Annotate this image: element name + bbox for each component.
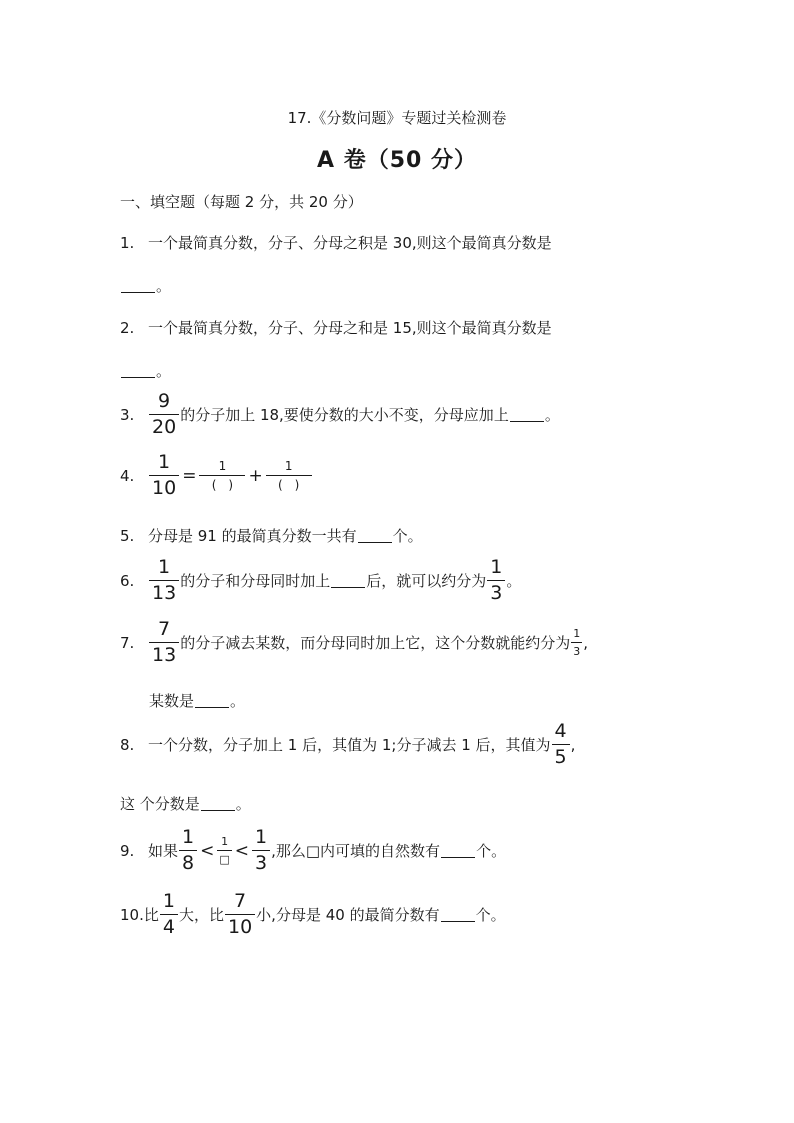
question-text: 。 <box>230 692 246 710</box>
question-5 <box>120 525 423 546</box>
fraction <box>225 892 255 937</box>
fraction <box>571 628 582 657</box>
question-text: 一个最简真分数，分子、分母之积是 30,则这个最简真分数是 <box>148 234 552 252</box>
fraction-bar <box>266 475 312 476</box>
question-text: 。 <box>156 362 172 380</box>
equals-sign: = <box>182 465 197 486</box>
part-title: 一、填空题（每题 2 分，共 20 分） <box>120 193 363 211</box>
fraction <box>149 392 179 437</box>
question-1 <box>120 232 552 253</box>
question-number: 5. <box>120 526 135 545</box>
question-text: 。 <box>235 795 251 813</box>
fraction-bar <box>149 414 179 415</box>
denominator-blank[interactable]: ( ) <box>211 478 234 492</box>
question-number: 4. <box>120 466 135 485</box>
numerator: 7 <box>158 618 171 640</box>
numerator: 9 <box>158 390 171 412</box>
numerator: 1 <box>490 556 503 578</box>
fraction-bar <box>199 475 245 476</box>
question-text: 一个最简真分数，分子、分母之和是 15,则这个最简真分数是 <box>148 319 552 337</box>
answer-blank[interactable] <box>441 907 475 922</box>
fraction-bar <box>252 850 270 851</box>
question-text: 比 <box>143 906 159 924</box>
question-number: 9. <box>120 841 135 860</box>
question-number: 2. <box>120 318 135 337</box>
fraction-bar <box>149 642 179 643</box>
question-6 <box>120 558 521 603</box>
denominator-blank[interactable]: ( ) <box>278 478 300 492</box>
answer-blank[interactable] <box>121 278 155 293</box>
fraction <box>487 558 505 603</box>
question-text: 个。 <box>476 842 507 860</box>
question-number: 7. <box>120 633 135 652</box>
less-than-sign: < <box>200 840 215 861</box>
denominator: 5 <box>554 746 567 768</box>
numerator: 4 <box>554 720 567 742</box>
denominator: 3 <box>573 645 581 658</box>
denominator: 4 <box>162 916 175 938</box>
fraction <box>552 722 570 767</box>
answer-blank[interactable] <box>331 573 365 588</box>
fraction-bar <box>149 475 179 476</box>
question-number: 3. <box>120 405 135 424</box>
denominator: 3 <box>490 582 503 604</box>
question-text: 如果 <box>148 842 179 860</box>
numerator: 7 <box>234 890 247 912</box>
question-3 <box>120 392 560 437</box>
question-7-cont <box>149 690 245 711</box>
numerator: 1 <box>221 835 229 848</box>
denominator: 10 <box>227 916 253 938</box>
section-title: A 卷（50 分） <box>317 148 477 173</box>
question-text: , <box>583 633 588 652</box>
question-text: 大，比 <box>178 906 224 924</box>
document-title: 17.《分数问题》专题过关检测卷 <box>287 109 507 127</box>
denominator: 10 <box>152 477 177 499</box>
question-10 <box>120 892 506 937</box>
question-text: 分母是 91 的最简真分数一共有 <box>148 527 357 545</box>
fraction <box>179 828 197 873</box>
fraction-bar <box>179 850 197 851</box>
question-number: 6. <box>120 571 135 590</box>
fraction <box>149 620 179 665</box>
numerator: 1 <box>573 627 581 640</box>
numerator: 1 <box>218 459 227 473</box>
question-text: 的分子减去某数，而分母同时加上它，这个分数就能约分为 <box>180 634 571 652</box>
denominator: 3 <box>255 852 268 874</box>
numerator: 1 <box>284 459 293 473</box>
denominator-box[interactable]: □ <box>219 853 230 866</box>
fraction-bar <box>225 914 255 915</box>
fraction-blank[interactable] <box>266 460 312 491</box>
fraction-bar <box>552 744 570 745</box>
numerator: 1 <box>182 826 195 848</box>
question-text: 个。 <box>392 527 423 545</box>
fraction-bar <box>487 580 505 581</box>
numerator: 1 <box>158 556 171 578</box>
question-2-cont <box>120 360 171 381</box>
question-text: 。 <box>156 277 172 295</box>
question-text: 小,分母是 40 的最简分数有 <box>256 906 440 924</box>
question-8-cont <box>120 793 251 814</box>
fraction <box>160 892 178 937</box>
answer-blank[interactable] <box>358 528 392 543</box>
question-text: 。 <box>506 572 522 590</box>
question-text: 的分子加上 18,要使分数的大小不变，分母应加上 <box>180 406 509 424</box>
less-than-sign: < <box>234 840 250 861</box>
question-text: 个。 <box>475 906 506 924</box>
question-text: 。 <box>544 406 560 424</box>
answer-blank[interactable] <box>121 363 155 378</box>
numerator: 1 <box>162 890 175 912</box>
denominator: 20 <box>152 416 177 438</box>
answer-blank[interactable] <box>195 693 229 708</box>
question-number: 8. <box>120 735 135 754</box>
denominator: 8 <box>182 852 195 874</box>
fraction-blank[interactable] <box>217 836 231 865</box>
question-9 <box>120 828 506 873</box>
fraction-blank[interactable] <box>199 460 245 491</box>
question-text: ,那么□内可填的自然数有 <box>271 842 441 860</box>
question-2 <box>120 317 552 338</box>
fraction-bar <box>160 914 178 915</box>
question-number: 1. <box>120 233 135 252</box>
question-4 <box>120 453 313 498</box>
question-text: 的分子和分母同时加上 <box>180 572 331 590</box>
question-text: , <box>570 735 576 754</box>
question-8 <box>120 722 575 767</box>
question-text: 这 个分数是 <box>120 795 200 813</box>
answer-blank[interactable] <box>201 796 235 811</box>
fraction <box>149 558 179 603</box>
fraction <box>149 453 179 498</box>
answer-blank[interactable] <box>510 407 544 422</box>
fraction-bar <box>217 850 231 851</box>
question-text: 某数是 <box>149 692 195 710</box>
fraction-bar <box>571 642 582 643</box>
answer-blank[interactable] <box>441 843 475 858</box>
question-number: 10. <box>120 905 144 924</box>
question-text: 后，就可以约分为 <box>366 572 487 590</box>
plus-sign: + <box>248 465 263 486</box>
fraction <box>252 828 270 873</box>
question-text: 一个分数，分子加上 1 后，其值为 1;分子减去 1 后，其值为 <box>148 736 551 754</box>
fraction-bar <box>149 580 179 581</box>
denominator: 13 <box>152 644 177 666</box>
question-1-cont <box>120 275 171 296</box>
question-7 <box>120 620 588 665</box>
denominator: 13 <box>152 582 177 604</box>
numerator: 1 <box>255 826 268 848</box>
numerator: 1 <box>158 451 171 473</box>
